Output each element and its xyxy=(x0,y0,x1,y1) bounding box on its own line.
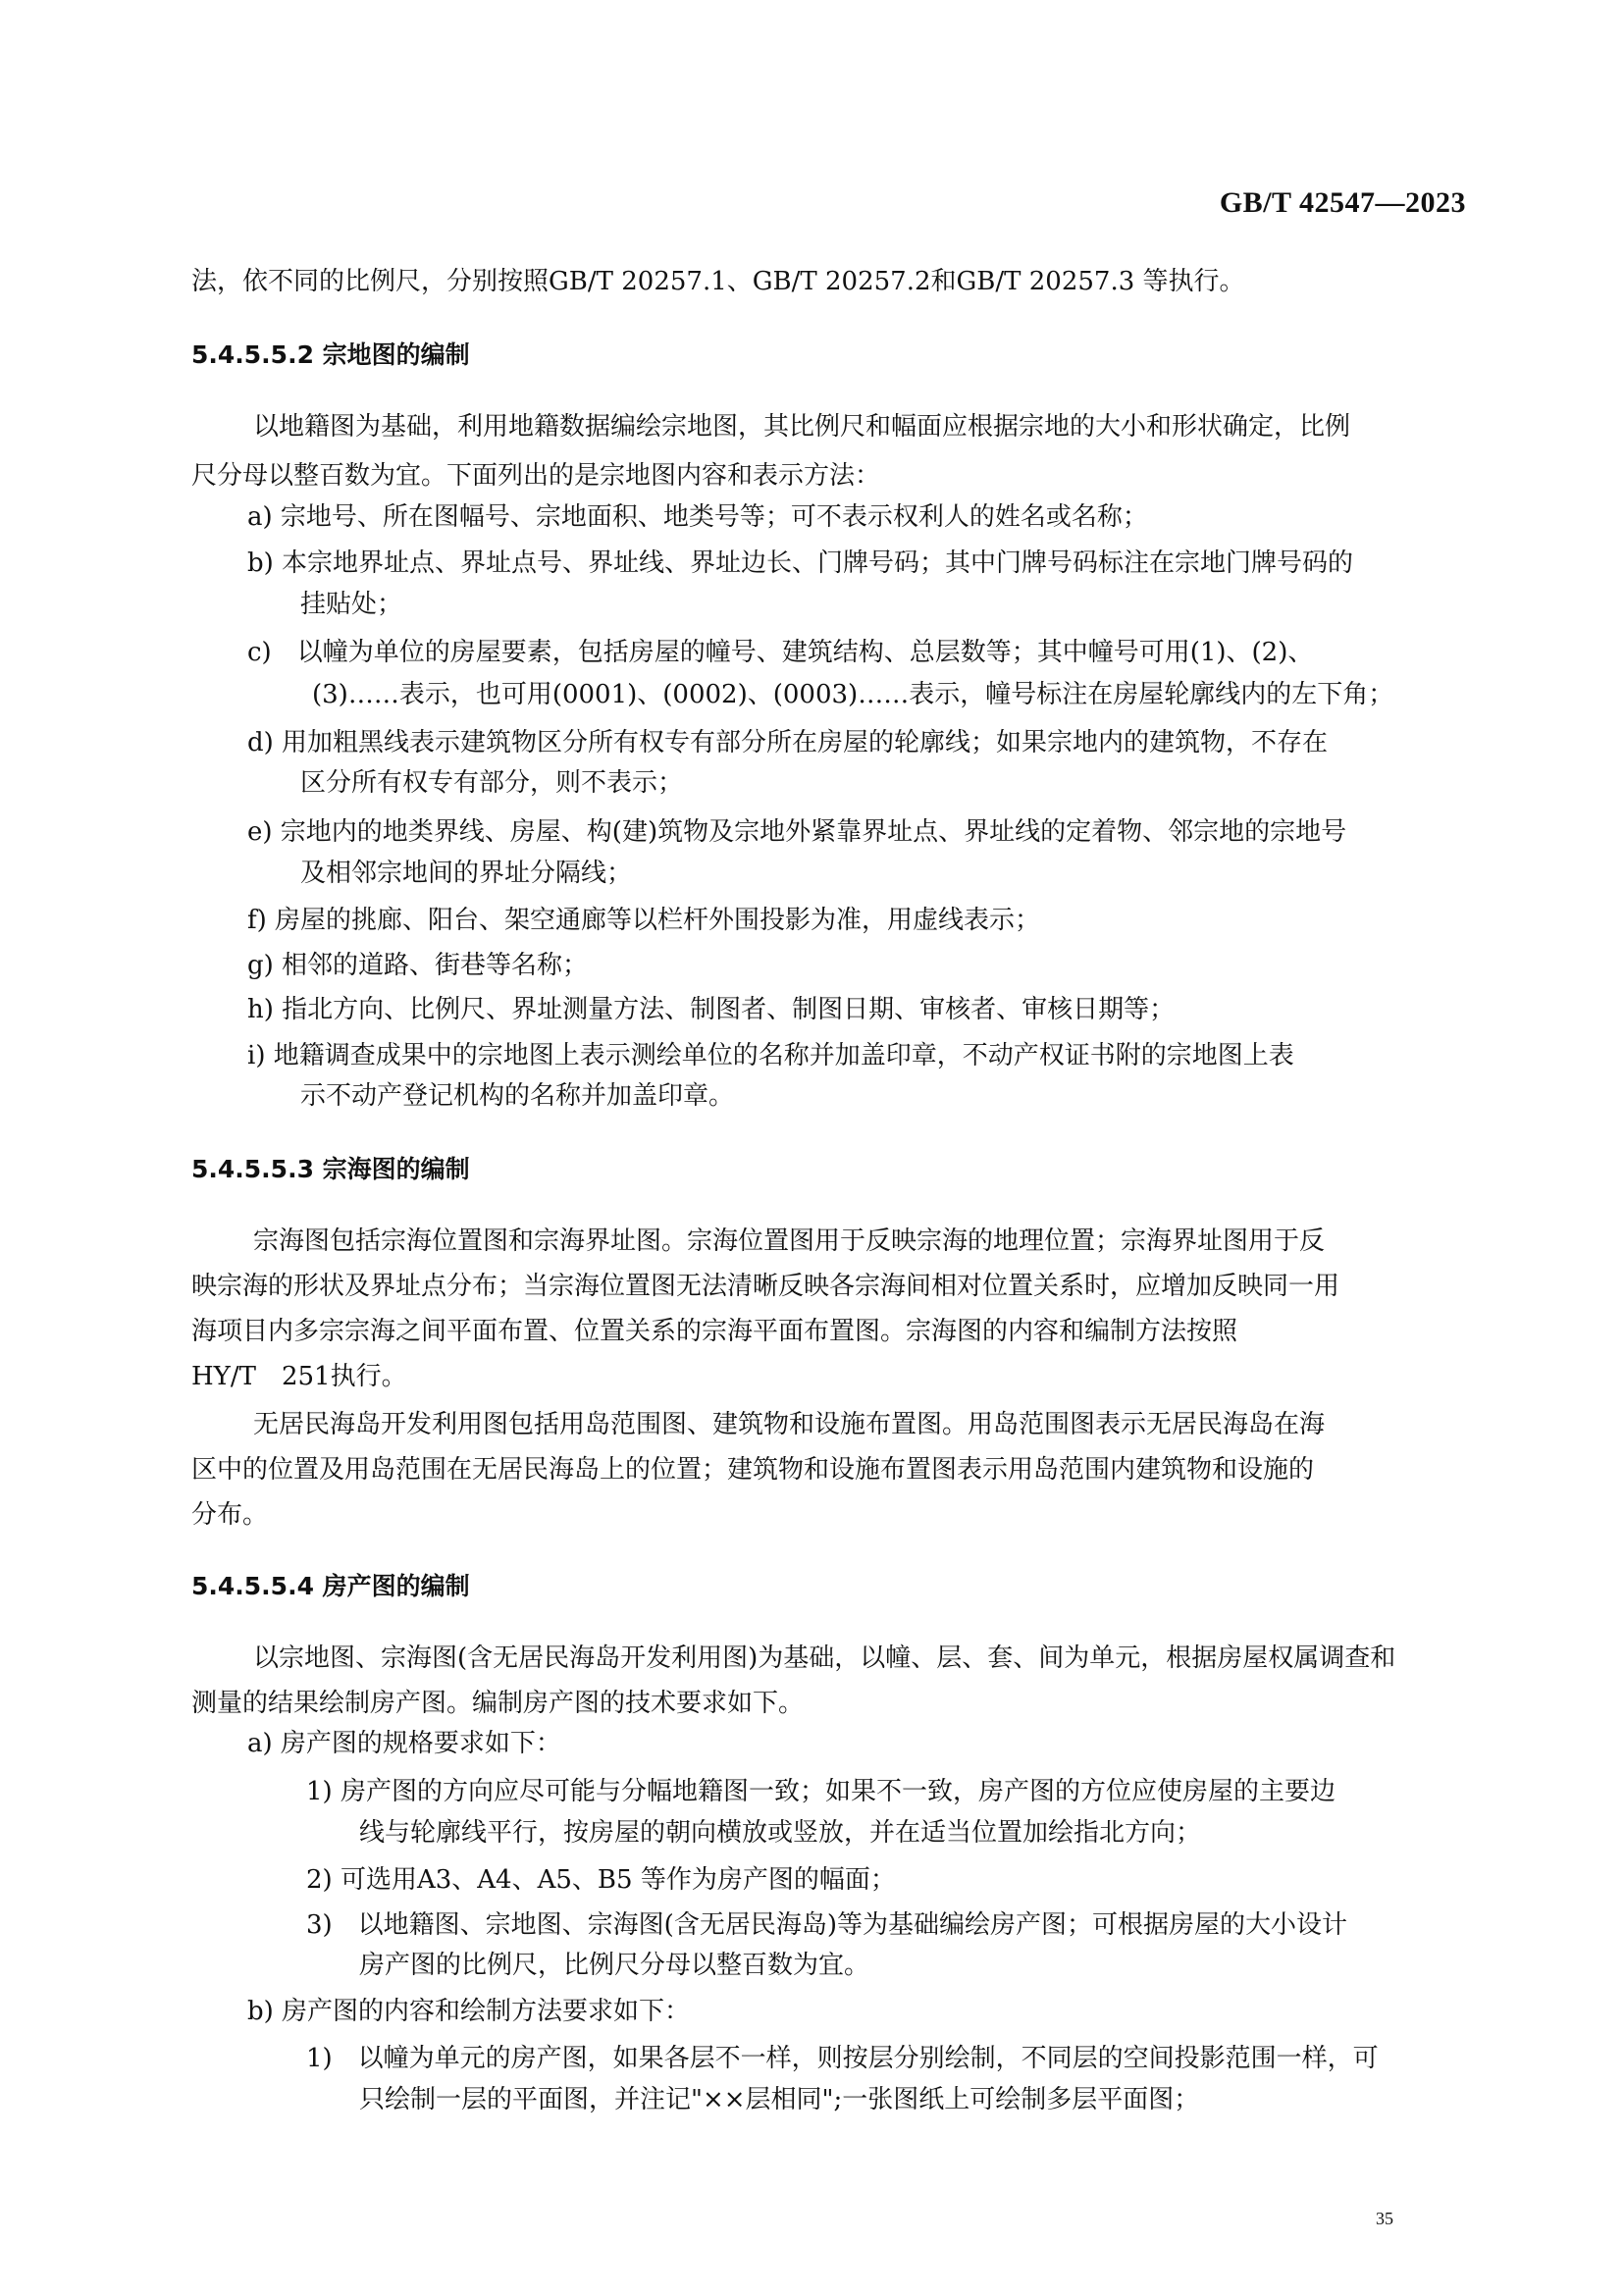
section-heading: 5.4.5.5.2 宗地图的编制 xyxy=(191,340,470,369)
list-item: c) 以幢为单位的房屋要素，包括房屋的幢号、建筑结构、总层数等；其中幢号可用(1)、(2)、 xyxy=(247,638,1314,667)
text-line: 以宗地图、宗海图(含无居民海岛开发利用图)为基础，以幢、层、套、间为单元，根据房屋权属调查和 xyxy=(253,1643,1396,1673)
text-line: 无居民海岛开发利用图包括用岛范围图、建筑物和设施布置图。用岛范围图表示无居民海岛在海 xyxy=(253,1410,1326,1439)
list-item: a) 房产图的规格要求如下： xyxy=(247,1729,561,1758)
sub-list-item-continuation: 线与轮廓线平行，按房屋的朝向横放或竖放，并在适当位置加绘指北方向； xyxy=(359,1818,1202,1848)
list-item-continuation: (3)……表示，也可用(0001)、(0002)、(0003)……表示，幢号标注在房屋轮廓线内的左下角； xyxy=(312,680,1394,709)
text-line: 法，依不同的比例尺，分别按照GB/T 20257.1、GB/T 20257.2和GB/T 20257.3 等执行。 xyxy=(191,267,1245,296)
list-item: e) 宗地内的地类界线、房屋、构(建)筑物及宗地外紧靠界址点、界址线的定着物、邻宗地的宗地号 xyxy=(247,817,1347,847)
standard-code: GB/T 42547—2023 xyxy=(1219,186,1466,219)
section-heading: 5.4.5.5.4 房产图的编制 xyxy=(191,1572,470,1600)
list-item-continuation: 区分所有权专有部分，则不表示； xyxy=(300,768,684,798)
list-item: a) 宗地号、所在图幅号、宗地面积、地类号等；可不表示权利人的姓名或名称； xyxy=(247,502,1148,532)
text-line: 海项目内多宗宗海之间平面布置、位置关系的宗海平面布置图。宗海图的内容和编制方法按照 xyxy=(191,1317,1238,1346)
text-line: HY/T 251执行。 xyxy=(191,1362,407,1391)
page-number: 35 xyxy=(1376,2209,1393,2228)
list-item: g) 相邻的道路、街巷等名称； xyxy=(247,951,589,980)
list-item: b) 本宗地界址点、界址点号、界址线、界址边长、门牌号码；其中门牌号码标注在宗地门牌号码的 xyxy=(247,548,1354,578)
list-item-continuation: 及相邻宗地间的界址分隔线； xyxy=(300,859,633,888)
sub-list-item: 2) 可选用A3、A4、A5、B5 等作为房产图的幅面； xyxy=(306,1865,896,1895)
text-line: 以地籍图为基础，利用地籍数据编绘宗地图，其比例尺和幅面应根据宗地的大小和形状确定，比例 xyxy=(253,412,1351,442)
list-item: d) 用加粗黑线表示建筑物区分所有权专有部分所在房屋的轮廓线；如果宗地内的建筑物，不存在 xyxy=(247,728,1329,757)
section-heading: 5.4.5.5.3 宗海图的编制 xyxy=(191,1155,470,1183)
sub-list-item: 1) 房产图的方向应尽可能与分幅地籍图一致；如果不一致，房产图的方位应使房屋的主要边 xyxy=(306,1777,1336,1806)
text-line: 区中的位置及用岛范围在无居民海岛上的位置；建筑物和设施布置图表示用岛范围内建筑物和设施的 xyxy=(191,1455,1315,1485)
list-item: h) 指北方向、比例尺、界址测量方法、制图者、制图日期、审核者、审核日期等； xyxy=(247,995,1176,1024)
list-item: f) 房屋的挑廊、阳台、架空通廊等以栏杆外围投影为准，用虚线表示； xyxy=(247,906,1041,935)
text-line: 分布。 xyxy=(191,1500,269,1530)
list-item: i) 地籍调查成果中的宗地图上表示测绘单位的名称并加盖印章，不动产权证书附的宗地图上表 xyxy=(247,1041,1294,1070)
list-item-continuation: 示不动产登记机构的名称并加盖印章。 xyxy=(300,1081,735,1111)
text-line: 尺分母以整百数为宜。下面列出的是宗地图内容和表示方法： xyxy=(191,461,881,491)
text-line: 测量的结果绘制房产图。编制房产图的技术要求如下。 xyxy=(191,1689,805,1718)
text-line: 宗海图包括宗海位置图和宗海界址图。宗海位置图用于反映宗海的地理位置；宗海界址图用于反 xyxy=(253,1226,1326,1256)
sub-list-item-continuation: 房产图的比例尺，比例尺分母以整百数为宜。 xyxy=(359,1951,870,1980)
list-item: b) 房产图的内容和绘制方法要求如下： xyxy=(247,1997,691,2026)
sub-list-item: 3) 以地籍图、宗地图、宗海图(含无居民海岛)等为基础编绘房产图；可根据房屋的大小设计 xyxy=(306,1910,1347,1940)
list-item-continuation: 挂贴处； xyxy=(300,590,403,619)
sub-list-item: 1) 以幢为单元的房产图，如果各层不一样，则按层分别绘制，不同层的空间投影范围一样，可 xyxy=(306,2044,1379,2073)
sub-list-item-continuation: 只绘制一层的平面图，并注记"××层相同";一张图纸上可绘制多层平面图； xyxy=(359,2085,1200,2114)
text-line: 映宗海的形状及界址点分布；当宗海位置图无法清晰反映各宗海间相对位置关系时，应增加反映同一用 xyxy=(191,1272,1340,1301)
